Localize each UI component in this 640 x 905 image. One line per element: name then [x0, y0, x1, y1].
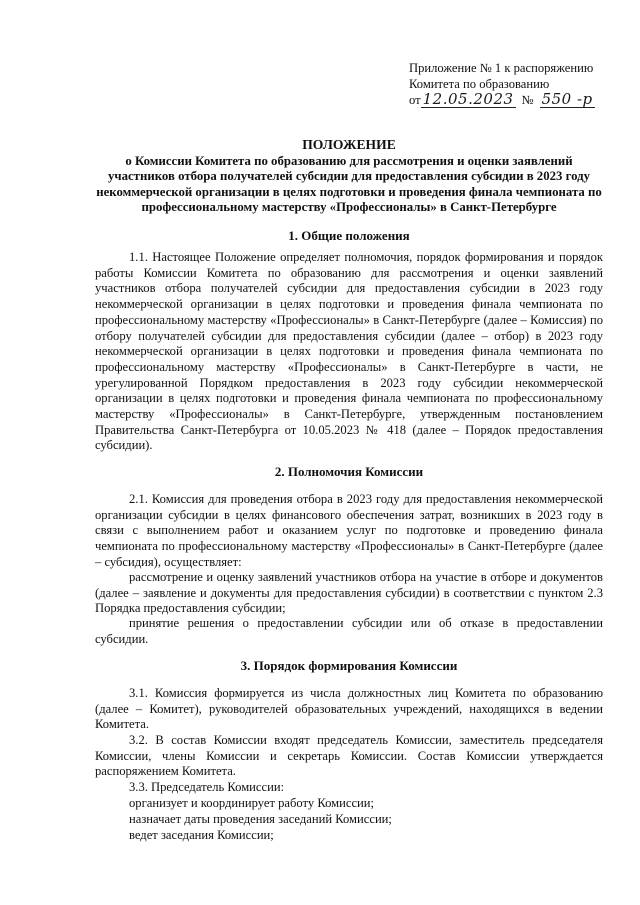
- title-main: ПОЛОЖЕНИЕ: [302, 137, 396, 152]
- title-subtitle: о Комиссии Комитета по образованию для рассмотрения и оценки заявлений участников отбора получателей субсидии для предоставления субсидии в 2023 году некоммерческой организации в целях подготовки и проведения финала чемпионата по профессиональному мастерству «Профессионалы» в Санкт-Петербурге: [96, 153, 602, 214]
- paragraph-3-3-item-3: ведет заседания Комиссии;: [129, 828, 274, 842]
- paragraph-2-1-item-2: принятие решения о предоставлении субсидии или об отказе в предоставлении субсидии.: [95, 616, 603, 646]
- handwritten-date: 12.05.2023: [422, 90, 514, 108]
- handwritten-number: 550 -р: [541, 90, 593, 108]
- appendix-date-line: [409, 92, 595, 108]
- paragraph-2-1-item-1: рассмотрение и оценку заявлений участников отбора на участие в отборе и документов (далее – заявление и документы для предоставления субсидии) в соответствии с пунктом 2.3 Порядка предоставления субсидии;: [95, 570, 603, 616]
- paragraph-2-1: 2.1. Комиссия для проведения отбора в 2023 году для предоставления некоммерческой организации субсидии в целях финансового обеспечения затрат, возникших в 2023 году в связи с выполнением работ и оказанием услуг по подготовке и проведению финала чемпионата по профессиональному мастерству «Профессионалы» в Санкт-Петербурге (далее – субсидия), осуществляет:: [95, 492, 603, 569]
- number-sign: №: [521, 93, 534, 107]
- section-heading-3: 3. Порядок формирования Комиссии: [240, 658, 458, 673]
- section-heading-1: 1. Общие положения: [288, 228, 410, 243]
- section-heading-2: 2. Полномочия Комиссии: [274, 464, 424, 479]
- paragraph-1-1: 1.1. Настоящее Положение определяет полномочия, порядок формирования и порядок работы Комиссии Комитета по образованию для рассмотрения и оценки заявлений участников отбора получателей субсидии для предоставления субсидии в 2023 году некоммерческой организации в целях подготовки и проведения финала чемпионата по профессиональному мастерству «Профессионалы» в Санкт-Петербурге (далее – Комиссия) по отбору получателей субсидии для предоставления субсидии (далее – отбор) в 2023 году некоммерческой организации в целях подготовки и проведения финала чемпионата по профессиональному мастерству «Профессионалы» в Санкт-Петербурге в части, не урегулированной Порядком предоставления в 2023 году субсидии некоммерческой организации в целях подготовки и проведения финала чемпионата по профессиональному мастерству «Профессионалы» в Санкт-Петербурге, утвержденным постановлением Правительства Санкт-Петербурга от 10.05.2023 № 418 (далее – Порядок предоставления субсидии).: [95, 250, 603, 453]
- document-title: [95, 137, 603, 216]
- paragraph-3-3-item-1: организует и координирует работу Комиссии;: [129, 796, 375, 810]
- date-prefix: от: [409, 93, 421, 107]
- paragraph-3-2: 3.2. В состав Комиссии входят председатель Комиссии, заместитель председателя Комиссии, члены Комиссии и секретарь Комиссии. Состав Комиссии утверждается распоряжением Комитета.: [95, 733, 603, 779]
- paragraph-3-3-item-2: назначает даты проведения заседаний Комиссии;: [129, 812, 392, 826]
- appendix-line-1: Приложение № 1 к распоряжению: [409, 61, 594, 75]
- appendix-block: [409, 60, 595, 108]
- paragraph-3-3: 3.3. Председатель Комиссии:: [129, 780, 285, 794]
- paragraph-3-1: 3.1. Комиссия формируется из числа должностных лиц Комитета по образованию (далее – Комитет), руководителей образовательных учреждений, находящихся в ведении Комитета.: [95, 686, 603, 732]
- appendix-line-2: Комитета по образованию: [409, 77, 550, 91]
